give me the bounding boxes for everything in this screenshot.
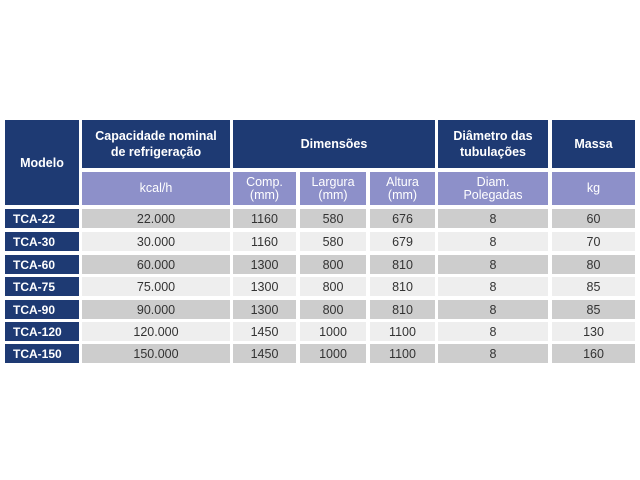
table-cell-massa: [552, 232, 635, 251]
altura-value: 679: [392, 234, 413, 249]
comp-value: 1450: [250, 324, 279, 339]
comp-value: 1300: [250, 279, 279, 294]
table-cell-capacity: [82, 344, 230, 363]
diam-value: 8: [489, 302, 497, 317]
table-cell-comp: [233, 344, 296, 363]
table-cell-comp: [233, 300, 296, 319]
table-cell-largura: [300, 277, 366, 296]
comp-value: 1450: [250, 346, 279, 361]
table-cell-diam: [438, 322, 548, 341]
altura-value: 810: [392, 279, 413, 294]
altura-value: 1100: [389, 324, 416, 339]
table-cell-capacity: [82, 232, 230, 251]
capacity-value: 150.000: [133, 346, 179, 361]
model-label: TCA-30: [13, 234, 56, 249]
table-cell-altura: [370, 300, 435, 319]
header-massa-label: Massa: [574, 137, 613, 151]
comp-value: 1300: [250, 302, 279, 317]
model-label: TCA-120: [13, 324, 62, 339]
massa-value: 130: [583, 324, 604, 339]
largura-value: 1000: [319, 346, 347, 361]
header-modelo-label: Modelo: [20, 155, 64, 170]
subheader-kcal-label: kcal/h: [139, 181, 173, 195]
table-cell-diam: [438, 209, 548, 228]
comp-value: 1300: [250, 257, 279, 272]
header-modelo: [5, 120, 79, 205]
table-cell-diam: [438, 277, 548, 296]
largura-value: 1000: [319, 324, 347, 339]
subheader-diam-line1: Diam.: [476, 174, 510, 189]
subheader-diam-line2: Polegadas: [463, 187, 523, 202]
capacity-value: 90.000: [136, 302, 176, 317]
table-row-model: [5, 277, 79, 296]
table-cell-diam: [438, 232, 548, 251]
table-cell-capacity: [82, 300, 230, 319]
header-dimensoes: [233, 120, 435, 168]
table-row-model: [5, 344, 79, 363]
table-cell-comp: [233, 209, 296, 228]
table-cell-comp: [233, 232, 296, 251]
model-label: TCA-90: [13, 302, 56, 317]
subheader-altura: [370, 172, 435, 205]
altura-value: 810: [392, 302, 413, 317]
table-cell-massa: [552, 300, 635, 319]
table-cell-capacity: [82, 255, 230, 274]
diam-value: 8: [489, 234, 497, 249]
largura-value: 580: [322, 234, 344, 249]
table-cell-largura: [300, 255, 366, 274]
diam-value: 8: [489, 346, 497, 361]
largura-value: 800: [322, 279, 344, 294]
table-cell-largura: [300, 344, 366, 363]
table-cell-diam: [438, 344, 548, 363]
table-cell-massa: [552, 277, 635, 296]
table-row-model: [5, 209, 79, 228]
model-label: TCA-75: [13, 279, 56, 294]
subheader-largura-line2: (mm): [318, 187, 348, 202]
subheader-altura-line1: Altura: [386, 174, 419, 189]
table-cell-altura: [370, 232, 435, 251]
table-row-model: [5, 232, 79, 251]
table-cell-largura: [300, 232, 366, 251]
table-cell-diam: [438, 300, 548, 319]
table-cell-massa: [552, 322, 635, 341]
massa-value: 80: [586, 257, 601, 272]
massa-value: 60: [586, 211, 601, 226]
subheader-comp: [233, 172, 296, 205]
header-diametro-line1: Diâmetro das: [453, 129, 533, 143]
table-row-model: [5, 300, 79, 319]
massa-value: 85: [586, 302, 601, 317]
table-cell-comp: [233, 322, 296, 341]
table-row-model: [5, 322, 79, 341]
table-cell-capacity: [82, 322, 230, 341]
subheader-diam: [438, 172, 548, 205]
capacity-value: 75.000: [136, 279, 176, 294]
massa-value: 160: [583, 346, 604, 361]
subheader-kcal: [82, 172, 230, 205]
altura-value: 676: [392, 211, 413, 226]
table-cell-largura: [300, 322, 366, 341]
subheader-comp-line2: (mm): [249, 187, 280, 202]
header-diametro: [438, 120, 548, 168]
table-cell-altura: [370, 344, 435, 363]
table-cell-capacity: [82, 209, 230, 228]
table-cell-massa: [552, 344, 635, 363]
diam-value: 8: [489, 257, 497, 272]
table-cell-diam: [438, 255, 548, 274]
altura-value: 1100: [389, 346, 416, 361]
header-dimensoes-label: Dimensões: [300, 137, 368, 151]
table-cell-altura: [370, 277, 435, 296]
table-cell-altura: [370, 322, 435, 341]
header-massa: [552, 120, 635, 168]
table-cell-massa: [552, 255, 635, 274]
model-label: TCA-22: [13, 211, 56, 226]
header-capacidade: [82, 120, 230, 168]
subheader-comp-line1: Comp.: [246, 174, 283, 189]
model-label: TCA-150: [13, 346, 62, 361]
massa-value: 85: [586, 279, 601, 294]
table-row-model: [5, 255, 79, 274]
subheader-largura: [300, 172, 366, 205]
table-cell-altura: [370, 255, 435, 274]
capacity-value: 60.000: [136, 257, 176, 272]
diam-value: 8: [489, 324, 497, 339]
largura-value: 800: [322, 302, 344, 317]
header-capacidade-line1: Capacidade nominal: [95, 129, 217, 143]
massa-value: 70: [586, 234, 601, 249]
table-cell-comp: [233, 255, 296, 274]
comp-value: 1160: [251, 234, 278, 249]
largura-value: 580: [322, 211, 344, 226]
diam-value: 8: [489, 279, 497, 294]
subheader-largura-line1: Largura: [311, 174, 355, 189]
comp-value: 1160: [251, 211, 278, 226]
header-capacidade-line2: de refrigeração: [110, 145, 202, 159]
table-cell-capacity: [82, 277, 230, 296]
table-cell-largura: [300, 209, 366, 228]
capacity-value: 30.000: [136, 234, 176, 249]
header-diametro-line2: tubulações: [460, 145, 526, 159]
table-cell-largura: [300, 300, 366, 319]
table-cell-massa: [552, 209, 635, 228]
altura-value: 810: [392, 257, 413, 272]
subheader-kg-label: kg: [586, 181, 601, 195]
capacity-value: 120.000: [133, 324, 179, 339]
model-label: TCA-60: [13, 257, 56, 272]
largura-value: 800: [322, 257, 344, 272]
table-cell-altura: [370, 209, 435, 228]
table-cell-comp: [233, 277, 296, 296]
capacity-value: 22.000: [136, 211, 176, 226]
diam-value: 8: [489, 211, 497, 226]
subheader-altura-line2: (mm): [387, 187, 418, 202]
subheader-kg: [552, 172, 635, 205]
